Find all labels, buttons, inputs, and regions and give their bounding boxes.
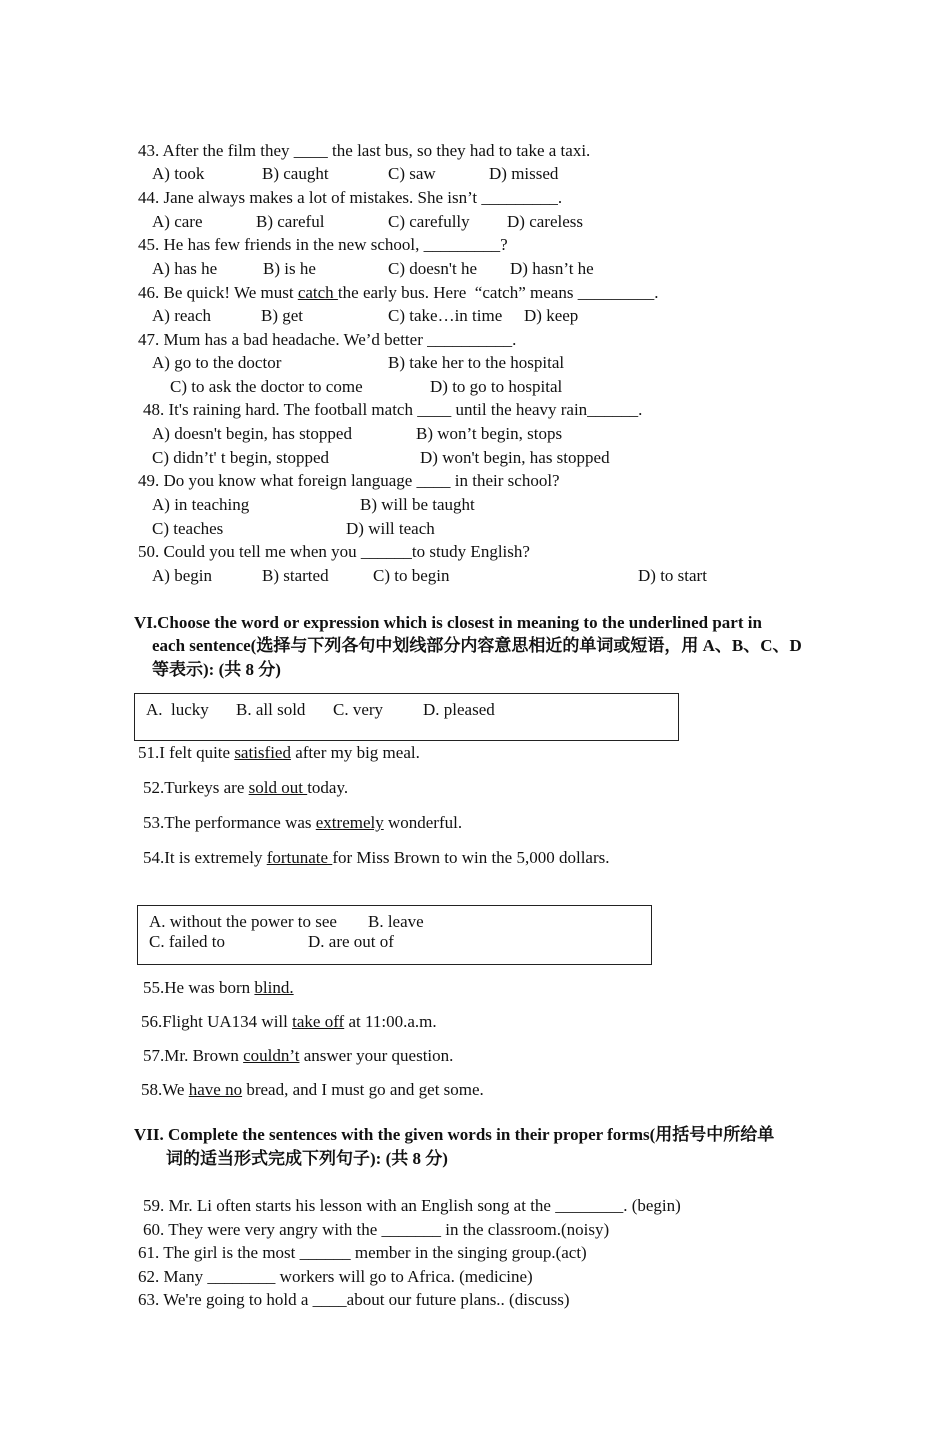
q46-option-a: A) reach [152,306,211,325]
q53-pre: 53.The performance was [143,813,316,832]
q51-underlined: satisfied [234,743,291,762]
word-box-1-b: B. all sold [236,700,306,719]
q46-stem-pre: 46. Be quick! We must [138,283,298,302]
q44-stem: 44. Jane always makes a lot of mistakes. She isn’t _________. [138,188,563,207]
q49-stem: 49. Do you know what foreign language ____ in their school? [138,471,560,490]
q46-underlined-word: catch [297,283,338,302]
q54-post: for Miss Brown to win the 5,000 dollars. [332,848,610,867]
q57-underlined: couldn’t [243,1046,300,1065]
q57-post: answer your question. [299,1046,454,1065]
q50-option-d: D) to start [638,566,707,585]
q47-stem: 47. Mum has a bad headache. We’d better __________. [138,330,517,349]
q52 [143,778,348,798]
q46-option-d: D) keep [524,306,579,325]
q46-option-c: C) take…in time [388,306,503,325]
q49-option-b: B) will be taught [360,495,475,514]
q43-option-b: B) caught [262,164,329,183]
q46-option-b: B) get [261,306,304,325]
word-box-2-a: A. without the power to see [149,912,337,931]
q56-post: at 11:00.a.m. [344,1012,437,1031]
q56-pre: 56.Flight UA134 will [141,1012,293,1031]
q55-pre: 55.He was born [143,978,255,997]
q62: 62. Many ________ workers will go to Africa. (medicine) [138,1267,533,1286]
q43-option-d: D) missed [489,164,559,183]
q57-pre: 57.Mr. Brown [143,1046,244,1065]
q61: 61. The girl is the most ______ member in the singing group.(act) [138,1243,587,1262]
q46-stem [138,283,658,303]
q44-option-a: A) care [152,212,203,231]
q49-option-a: A) in teaching [152,495,250,514]
section6-heading-line2: each sentence(选择与下列各句中划线部分内容意思相近的单词或短语，用 A、B、C、D [152,636,802,655]
q60: 60. They were very angry with the _______ in the classroom.(noisy) [143,1220,610,1239]
q53-underlined: extremely [315,813,384,832]
q48-stem: 48. It's raining hard. The football match ____ until the heavy rain______. [143,400,643,419]
word-box-1-d: D. pleased [423,700,495,719]
q48-option-b: B) won’t begin, stops [416,424,563,443]
q51 [138,743,420,763]
section7-heading-line1: VII. Complete the sentences with the given words in their proper forms(用括号中所给单 [134,1125,775,1144]
q53-post: wonderful. [383,813,463,832]
q47-option-c: C) to ask the doctor to come [170,377,363,396]
word-box-2-d: D. are out of [308,932,394,951]
section7-heading-line2: 词的适当形式完成下列句子): (共 8 分) [166,1149,448,1168]
word-box-2-b: B. leave [368,912,424,931]
q59: 59. Mr. Li often starts his lesson with an English song at the ________. (begin) [143,1196,681,1215]
q51-pre: 51.I felt quite [138,743,235,762]
q48-option-a: A) doesn't begin, has stopped [152,424,352,443]
q58-pre: 58.We [141,1080,189,1099]
q48-option-c: C) didn’t' t begin, stopped [152,448,329,467]
q43-stem: 43. After the film they ____ the last bus, so they had to take a taxi. [138,141,591,160]
q46-stem-post: the early bus. Here “catch” means _________. [337,283,659,302]
q54-pre: 54.It is extremely [143,848,267,867]
q53 [143,813,462,833]
word-box-2-c: C. failed to [149,932,226,951]
q58 [141,1080,484,1100]
q52-post: today. [307,778,349,797]
q50-option-b: B) started [262,566,329,585]
q45-option-a: A) has he [152,259,218,278]
q52-underlined: sold out [248,778,308,797]
q50-option-c: C) to begin [373,566,450,585]
q44-option-b: B) careful [256,212,325,231]
q56-underlined: take off [292,1012,345,1031]
q43-option-c: C) saw [388,164,436,183]
q45-option-d: D) hasn’t he [510,259,594,278]
q45-option-b: B) is he [263,259,316,278]
q57 [143,1046,453,1066]
q47-option-d: D) to go to hospital [430,377,563,396]
q45-stem: 45. He has few friends in the new school, _________? [138,235,508,254]
word-box-1 [134,693,679,741]
q55 [143,978,294,998]
q51-post: after my big meal. [290,743,420,762]
q63: 63. We're going to hold a ____about our future plans.. (discuss) [138,1290,570,1309]
q49-option-d: D) will teach [346,519,435,538]
section6-heading-line3: 等表示): (共 8 分) [152,660,281,679]
q48-option-d: D) won't begin, has stopped [420,448,610,467]
q58-underlined: have no [188,1080,243,1099]
q58-post: bread, and I must go and get some. [242,1080,484,1099]
q47-option-b: B) take her to the hospital [388,353,565,372]
q55-underlined: blind. [254,978,294,997]
q44-option-c: C) carefully [388,212,470,231]
q52-pre: 52.Turkeys are [143,778,249,797]
word-box-1-c: C. very [333,700,384,719]
q47-option-a: A) go to the doctor [152,353,282,372]
q50-stem: 50. Could you tell me when you ______to study English? [138,542,530,561]
q54 [143,848,610,868]
section6-heading-line1: VI.Choose the word or expression which is closest in meaning to the underlined part in [134,613,762,632]
q56 [141,1012,437,1032]
q54-underlined: fortunate [266,848,333,867]
q43-option-a: A) took [152,164,205,183]
q45-option-c: C) doesn't he [388,259,477,278]
word-box-1-a: A. lucky [146,700,209,719]
q44-option-d: D) careless [507,212,583,231]
q49-option-c: C) teaches [152,519,224,538]
q50-option-a: A) begin [152,566,212,585]
